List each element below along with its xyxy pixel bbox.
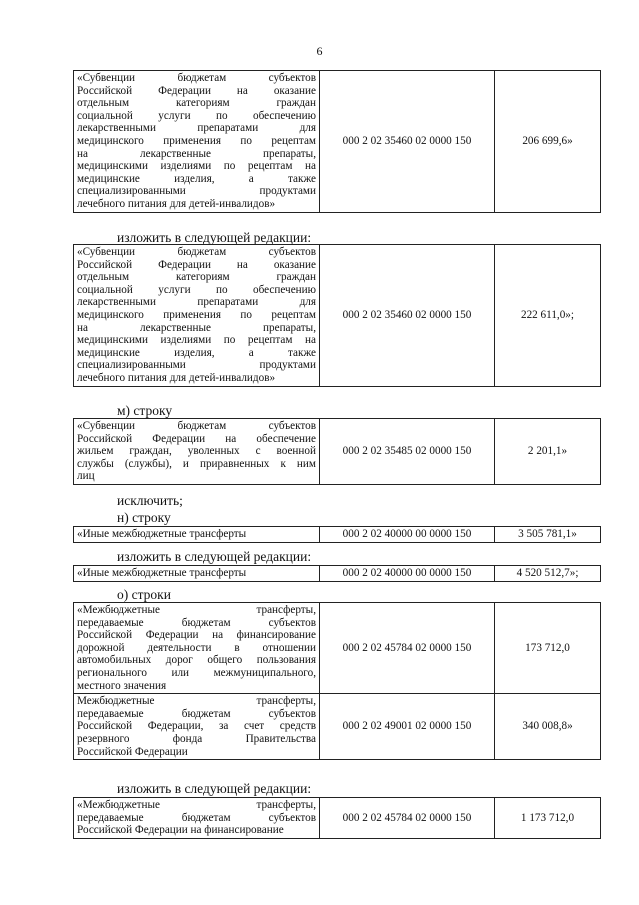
table-row — [74, 71, 601, 213]
item-o-label: о) строки — [117, 587, 171, 602]
item-n-label: н) строку — [117, 510, 171, 525]
row-description — [74, 798, 320, 839]
description-line: «Субвенции бюджетам субъектов — [77, 420, 316, 432]
description-line: передаваемые бюджетам субъектов — [77, 707, 316, 720]
table-6 — [73, 602, 601, 760]
table-row — [74, 694, 601, 760]
table-row — [74, 798, 601, 839]
table-row — [74, 566, 601, 582]
description-last-line: Российской Федерации на финансирование — [77, 824, 284, 837]
row-amount: 3 505 781,1» — [495, 527, 601, 543]
description-line: «Межбюджетные трансферты, — [77, 604, 316, 616]
item-m-label: м) строку — [117, 403, 173, 418]
description-last-line: Российской Федерации — [77, 745, 188, 758]
row-code: 000 2 02 35460 02 0000 150 — [320, 245, 495, 387]
row-amount: 206 699,6» — [495, 71, 601, 213]
table-4 — [73, 526, 601, 543]
description-line: службы (службы), и приравненных к ним — [77, 457, 316, 470]
description-line: на лекарственные препараты, — [77, 147, 316, 160]
row-description — [74, 566, 320, 582]
row-amount: 2 201,1» — [495, 419, 601, 485]
description-line: регионального или межмуниципального, — [77, 666, 316, 679]
description-line: лекарственными препаратами для — [77, 122, 316, 135]
table-2 — [73, 244, 601, 387]
description-line: Российской Федерации на обеспечение — [77, 432, 316, 445]
description-last-line: лечебного питания для детей-инвалидов» — [77, 197, 276, 210]
description-line: Российской Федерации на оказание — [77, 84, 316, 97]
row-code: 000 2 02 40000 00 0000 150 — [320, 527, 495, 543]
description-line: резервного фонда Правительства — [77, 732, 316, 745]
table-5 — [73, 565, 601, 582]
description-line: медицинские изделия, а также — [77, 172, 316, 185]
description-line: на лекарственные препараты, — [77, 321, 316, 334]
table-row — [74, 603, 601, 694]
row-code: 000 2 02 49001 02 0000 150 — [320, 694, 495, 760]
exclude-label: исключить; — [117, 493, 183, 508]
description-line: специализированными продуктами — [77, 185, 316, 198]
table-row — [74, 245, 601, 387]
row-amount: 4 520 512,7»; — [495, 566, 601, 582]
row-amount: 222 611,0»; — [495, 245, 601, 387]
row-description — [74, 694, 320, 760]
description-line: «Межбюджетные трансферты, — [77, 799, 316, 811]
description-line: дорожной деятельности в отношении — [77, 641, 316, 654]
description-line: автомобильных дорог общего пользования — [77, 654, 316, 667]
row-description — [74, 245, 320, 387]
description-line: отдельным категориям граждан — [77, 271, 316, 284]
row-description — [74, 71, 320, 213]
row-description — [74, 419, 320, 485]
table-1 — [73, 70, 601, 213]
description-line: социальной услуги по обеспечению — [77, 283, 316, 296]
description-line: отдельным категориям граждан — [77, 97, 316, 110]
description-line: социальной услуги по обеспечению — [77, 109, 316, 122]
description-line: Межбюджетные трансферты, — [77, 695, 316, 708]
row-amount: 173 712,0 — [495, 603, 601, 694]
description-line: медицинского применения по рецептам — [77, 308, 316, 321]
table-row — [74, 419, 601, 485]
description-last-line: «Иные межбюджетные трансферты — [77, 528, 247, 540]
row-code: 000 2 02 40000 00 0000 150 — [320, 566, 495, 582]
description-line: медицинскими изделиями по рецептам на — [77, 160, 316, 173]
description-line: передаваемые бюджетам субъектов — [77, 616, 316, 629]
page-number: 6 — [316, 44, 323, 58]
description-line: специализированными продуктами — [77, 359, 316, 372]
row-code: 000 2 02 45784 02 0000 150 — [320, 603, 495, 694]
row-amount: 1 173 712,0 — [495, 798, 601, 839]
description-last-line: «Иные межбюджетные трансферты — [77, 567, 247, 579]
description-last-line: местного значения — [77, 679, 167, 692]
row-description — [74, 603, 320, 694]
description-last-line: лечебного питания для детей-инвалидов» — [77, 371, 276, 384]
description-line: Российской Федерации, за счет средств — [77, 720, 316, 733]
description-line: жильем граждан, уволенных с военной — [77, 445, 316, 458]
instruction-label: изложить в следующей редакции: — [117, 549, 312, 564]
instruction-label: изложить в следующей редакции: — [117, 781, 312, 796]
description-line: медицинскими изделиями по рецептам на — [77, 334, 316, 347]
row-amount: 340 008,8» — [495, 694, 601, 760]
description-line: лекарственными препаратами для — [77, 296, 316, 309]
table-7 — [73, 797, 601, 839]
row-description — [74, 527, 320, 543]
description-line: «Субвенции бюджетам субъектов — [77, 246, 316, 258]
description-last-line: лиц — [77, 470, 95, 483]
description-line: медицинского применения по рецептам — [77, 134, 316, 147]
row-code: 000 2 02 35460 02 0000 150 — [320, 71, 495, 213]
table-row — [74, 527, 601, 543]
description-line: «Субвенции бюджетам субъектов — [77, 72, 316, 84]
description-line: Российской Федерации на оказание — [77, 258, 316, 271]
description-line: Российской Федерации на финансирование — [77, 629, 316, 642]
row-code: 000 2 02 35485 02 0000 150 — [320, 419, 495, 485]
description-line: медицинские изделия, а также — [77, 346, 316, 359]
description-line: передаваемые бюджетам субъектов — [77, 811, 316, 824]
instruction-label: изложить в следующей редакции: — [117, 230, 312, 245]
table-3 — [73, 418, 601, 485]
row-code: 000 2 02 45784 02 0000 150 — [320, 798, 495, 839]
